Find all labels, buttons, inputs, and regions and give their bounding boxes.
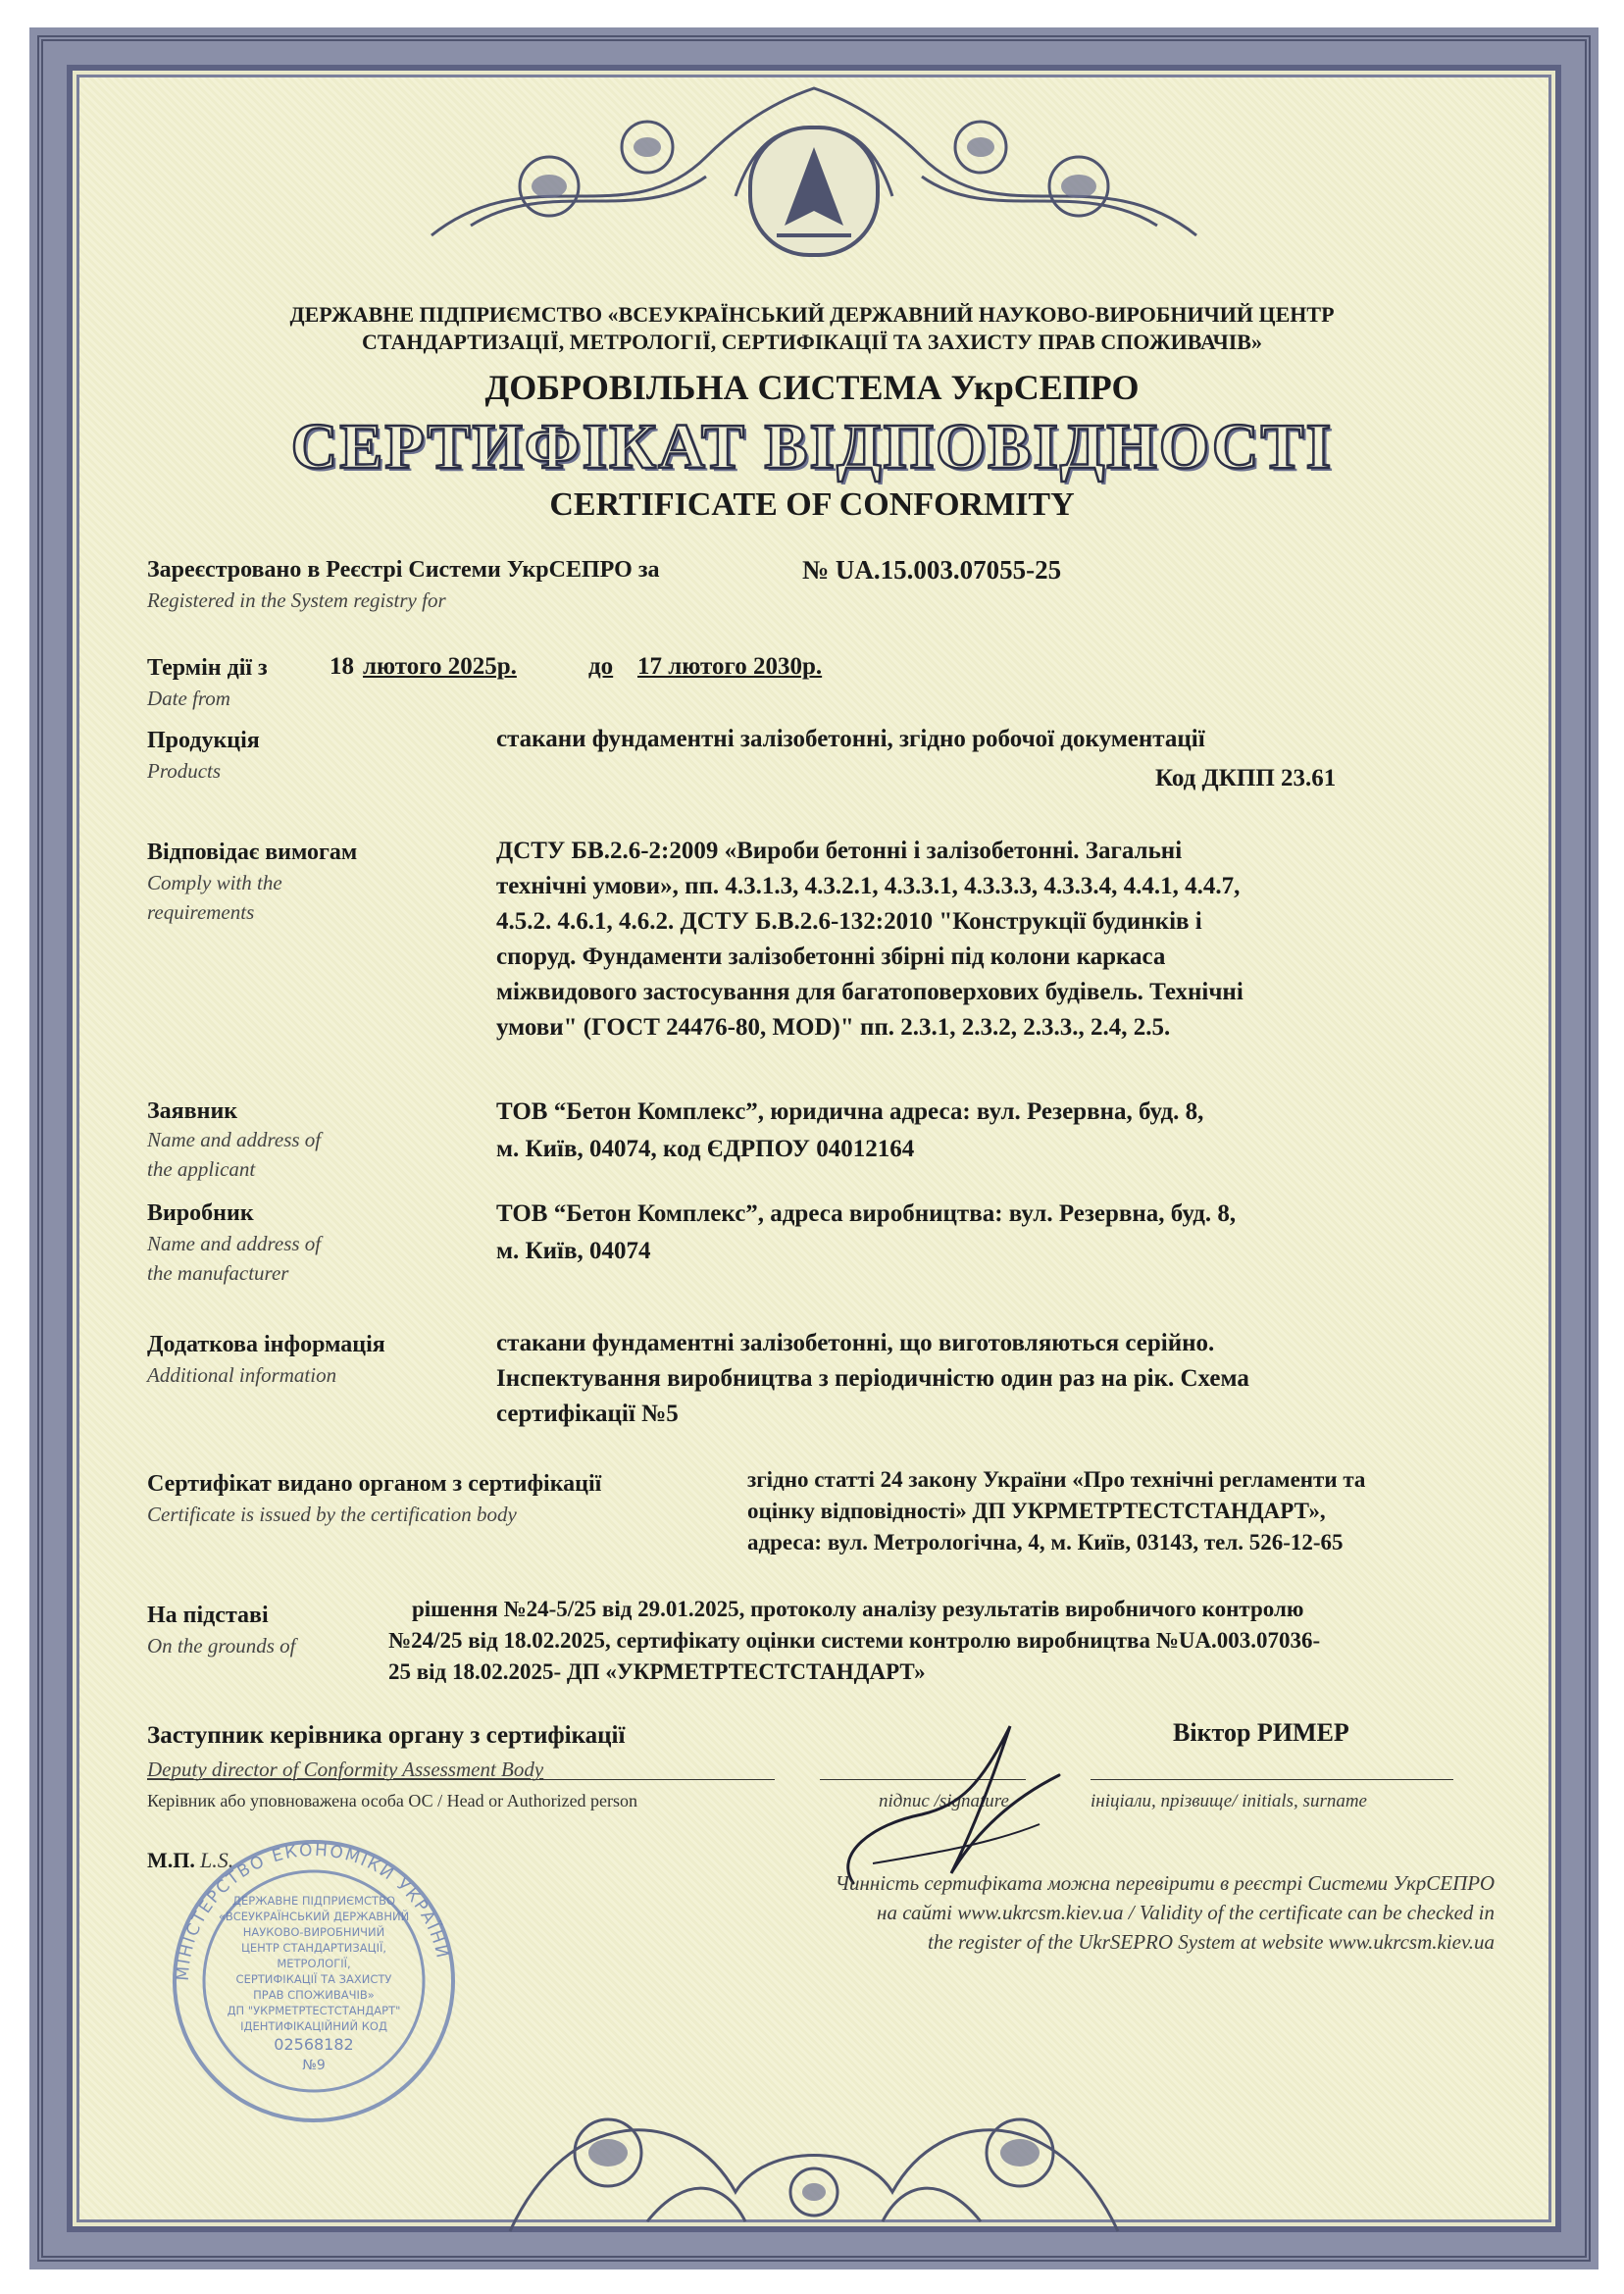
term-from-date: лютого 2025р. xyxy=(363,653,517,680)
applicant-label-en-2: the applicant xyxy=(147,1157,256,1181)
system-name: ДОБРОВІЛЬНА СИСТЕМА УкрСЕПРО xyxy=(484,368,1140,407)
issued-by-line-1: згідно статті 24 закону України «Про технічні регламенти та xyxy=(747,1467,1366,1492)
stamp-line-3: НАУКОВО-ВИРОБНИЧИЙ xyxy=(242,1925,385,1939)
manufacturer-label-en-1: Name and address of xyxy=(147,1232,322,1255)
requirements-line-5: міжвидового застосування для багатоповерхових будівель. Технічні xyxy=(496,979,1243,1005)
requirements-line-2: технічні умови», пп. 4.3.1.3, 4.3.2.1, 4.3.3.1, 4.3.3.3, 4.3.3.4, 4.4.1, 4.4.7, xyxy=(496,873,1241,899)
stamp-line-4: ЦЕНТР СТАНДАРТИЗАЦІЇ, xyxy=(240,1941,387,1955)
additional-line-2: Інспектування виробництва з періодичністю один раз на рік. Схема xyxy=(496,1365,1249,1392)
grounds-label-en: On the grounds of xyxy=(147,1634,296,1657)
stamp-line-10: 02568182 xyxy=(274,2035,354,2054)
requirements-label-en-1: Comply with the xyxy=(147,871,282,894)
grounds-line-2: №24/25 від 18.02.2025, сертифікату оцінки системи контролю виробництва №UA.003.07036- xyxy=(388,1628,1321,1653)
requirements-label: Відповідає вимогам xyxy=(147,840,358,865)
validity-line-2: на сайті www.ukrcsm.kiev.ua / Validity of the certificate can be checked in xyxy=(877,1901,1495,1924)
additional-line-1: стакани фундаментні залізобетонні, що виготовляються серійно. xyxy=(496,1330,1215,1356)
ls-label: L.S. xyxy=(200,1848,234,1872)
grounds-label: На підставі xyxy=(147,1603,269,1628)
additional-label-en: Additional information xyxy=(147,1363,337,1387)
signatory-title-en: Deputy director of Conformity Assessment Body xyxy=(147,1758,544,1781)
stamp-ring-text: МІНІСТЕРСТВО ЕКОНОМІКИ УКРАЇНИ xyxy=(173,1840,453,1982)
term-to-date: 17 лютого 2030р. xyxy=(637,653,823,680)
signatory-line-left xyxy=(147,1779,775,1780)
registry-label-en: Registered in the System registry for xyxy=(147,588,446,612)
registry-label: Зареєстровано в Реєстрі Системи УкрСЕПРО за xyxy=(147,557,660,583)
applicant-line-1: ТОВ “Бетон Комплекс”, юридична адреса: вул. Резервна, буд. 8, xyxy=(496,1098,1204,1125)
issued-by-label: Сертифікат видано органом з сертифікації xyxy=(147,1471,602,1497)
signatory-line-right xyxy=(1091,1779,1453,1780)
requirements-line-4: споруд. Фундаменти залізобетонні збірні під колони каркаса xyxy=(496,943,1166,970)
stamp-line-5: МЕТРОЛОГІЇ, xyxy=(277,1957,351,1970)
stamp-line-11: №9 xyxy=(302,2058,326,2073)
certificate-title-en: CERTIFICATE OF CONFORMITY xyxy=(549,486,1075,523)
mp-label: М.П. xyxy=(147,1848,195,1872)
issued-by-line-2: оцінку відповідності» ДП УКРМЕТРТЕСТСТАНДАРТ», xyxy=(747,1499,1326,1523)
additional-label: Додаткова інформація xyxy=(147,1332,385,1357)
products-code: Код ДКПП 23.61 xyxy=(1155,765,1337,791)
requirements-line-6: умови" (ГОСТ 24476-80, MOD)" пп. 2.3.1, 2.3.2, 2.3.3., 2.4, 2.5. xyxy=(496,1014,1171,1041)
registry-number: № UA.15.003.07055-25 xyxy=(802,555,1062,585)
requirements-label-en-2: requirements xyxy=(147,900,255,924)
stamp-line-6: СЕРТИФІКАЦІЇ ТА ЗАХИСТУ xyxy=(235,1972,392,1986)
grounds-line-3: 25 від 18.02.2025- ДП «УКРМЕТРТЕСТСТАНДАРТ» xyxy=(388,1659,926,1684)
signatory-name: Віктор РИМЕР xyxy=(1173,1718,1349,1747)
signatory-title: Заступник керівника органу з сертифікації xyxy=(147,1722,626,1749)
issued-by-label-en: Certificate is issued by the certification body xyxy=(147,1503,517,1526)
certificate-title: СЕРТИФІКАТ ВІДПОВІДНОСТІ xyxy=(290,411,1334,483)
applicant-label: Заявник xyxy=(147,1098,238,1124)
org-line-1: ДЕРЖАВНЕ ПІДПРИЄМСТВО «ВСЕУКРАЇНСЬКИЙ ДЕРЖАВНИЙ НАУКОВО-ВИРОБНИЧИЙ ЦЕНТР xyxy=(289,302,1335,327)
caption-initials: ініціали, прізвище/ initials, surname xyxy=(1091,1791,1367,1811)
term-label: Термін дії з xyxy=(147,655,268,681)
stamp-line-1: ДЕРЖАВНЕ ПІДПРИЄМСТВО xyxy=(231,1894,396,1908)
top-ornament-icon xyxy=(412,39,1216,265)
validity-line-1: Чинність сертифіката можна перевірити в реєстрі Системи УкрСЕПРО xyxy=(835,1871,1495,1895)
requirements-line-3: 4.5.2. 4.6.1, 4.6.2. ДСТУ Б.В.2.6-132:2010 "Конструкції будинків і xyxy=(496,908,1202,935)
products-value: стакани фундаментні залізобетонні, згідно робочої документації xyxy=(496,726,1205,752)
stamp-line-9: ІДЕНТИФІКАЦІЙНИЙ КОД xyxy=(240,2019,387,2033)
validity-line-3: the register of the UkrSEPRO System at website www.ukrcsm.kiev.ua xyxy=(928,1930,1495,1954)
term-from-day: 18 xyxy=(330,653,354,680)
applicant-label-en-1: Name and address of xyxy=(147,1128,322,1151)
org-line-2: СТАНДАРТИЗАЦІЇ, МЕТРОЛОГІЇ, СЕРТИФІКАЦІЇ ТА ЗАХИСТУ ПРАВ СПОЖИВАЧІВ» xyxy=(362,330,1262,354)
caption-signature: підпис /signature xyxy=(879,1791,1009,1811)
products-label-en: Products xyxy=(147,759,222,783)
term-label-en: Date from xyxy=(147,687,230,710)
grounds-line-1: рішення №24-5/25 від 29.01.2025, протоколу аналізу результатів виробничого контролю xyxy=(412,1597,1304,1621)
stamp-line-8: ДП "УКРМЕТРТЕСТСТАНДАРТ" xyxy=(227,2004,401,2017)
manufacturer-label: Виробник xyxy=(147,1200,254,1226)
bottom-ornament-icon xyxy=(490,2045,1138,2241)
stamp-line-2: «ВСЕУКРАЇНСЬКИЙ ДЕРЖАВНИЙ xyxy=(218,1910,410,1923)
manufacturer-line-2: м. Київ, 04074 xyxy=(496,1238,651,1264)
manufacturer-label-en-2: the manufacturer xyxy=(147,1261,289,1285)
requirements-line-1: ДСТУ БВ.2.6-2:2009 «Вироби бетонні і залізобетонні. Загальні xyxy=(496,838,1183,864)
applicant-line-2: м. Київ, 04074, код ЄДРПОУ 04012164 xyxy=(496,1136,915,1162)
additional-line-3: сертифікації №5 xyxy=(496,1401,679,1427)
products-label: Продукція xyxy=(147,728,260,753)
stamp-line-7: ПРАВ СПОЖИВАЧІВ» xyxy=(253,1988,375,2002)
caption-head: Керівник або уповноважена особа ОС / Head or Authorized person xyxy=(147,1791,638,1810)
term-to-label: до xyxy=(588,653,614,680)
manufacturer-line-1: ТОВ “Бетон Комплекс”, адреса виробництва: вул. Резервна, буд. 8, xyxy=(496,1200,1237,1227)
issued-by-line-3: адреса: вул. Метрологічна, 4, м. Київ, 03143, тел. 526-12-65 xyxy=(747,1530,1344,1555)
